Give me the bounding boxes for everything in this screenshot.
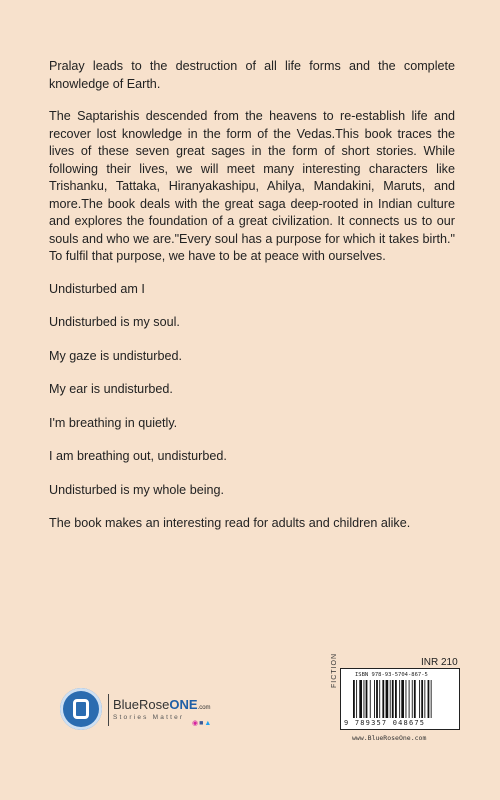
verse-line: I'm breathing in quietly. bbox=[49, 415, 178, 430]
publisher-logo bbox=[60, 688, 210, 733]
verse-line: I am breathing out, undisturbed. bbox=[49, 449, 227, 463]
barcode bbox=[340, 668, 460, 730]
logo-divider bbox=[108, 694, 109, 726]
social-icons bbox=[192, 719, 212, 727]
paragraph-intro: Pralay leads to the destruction of all life forms and the complete knowledge of Earth. bbox=[49, 59, 455, 91]
genre-label: FICTION bbox=[331, 653, 338, 688]
publisher-website: www.BlueRoseOne.com bbox=[352, 734, 427, 742]
verse-line: My gaze is undisturbed. bbox=[49, 348, 183, 363]
publisher-name: BlueRoseONE.com bbox=[113, 697, 211, 712]
verse-line: Undisturbed is my whole being. bbox=[49, 482, 225, 497]
facebook-icon: ■ bbox=[199, 720, 204, 727]
barcode-bars-icon bbox=[353, 680, 453, 718]
verse-line: Undisturbed am I bbox=[49, 281, 145, 296]
publisher-tagline: Stories Matter bbox=[113, 714, 185, 721]
twitter-icon: ▲ bbox=[204, 720, 212, 727]
isbn-text: ISBN 978-93-5704-867-5 bbox=[355, 672, 428, 678]
paragraph-synopsis: The Saptarishis descended from the heavens to re-establish life and recover lost knowledge in the form of the Vedas.This book traces the lives of these seven great sages in the form of short stories. While following their lives, we will meet many interesting characters like Trishanku, Tattaka, Hiranyakashipu, Ahilya, Mandakini, Maruts, and more.The book deals with the great saga deep-rooted in Indian culture and explores the foundation of a great civilization. It connects us to our souls and who we are."Every soul has a purpose for which it takes birth." To fulfil that purpose, we have to be at peace with ourselves. bbox=[49, 109, 455, 263]
price-label: INR 210 bbox=[421, 657, 458, 668]
verse-line: My ear is undisturbed. bbox=[49, 382, 173, 396]
back-cover-text bbox=[49, 58, 455, 549]
instagram-icon: ◉ bbox=[192, 720, 199, 727]
bluerose-logo-icon bbox=[60, 688, 102, 730]
verse-line: Undisturbed is my soul. bbox=[49, 315, 180, 329]
barcode-digits: 9 789357 048675 bbox=[344, 719, 426, 727]
closing-paragraph: The book makes an interesting read for adults and children alike. bbox=[49, 516, 411, 530]
